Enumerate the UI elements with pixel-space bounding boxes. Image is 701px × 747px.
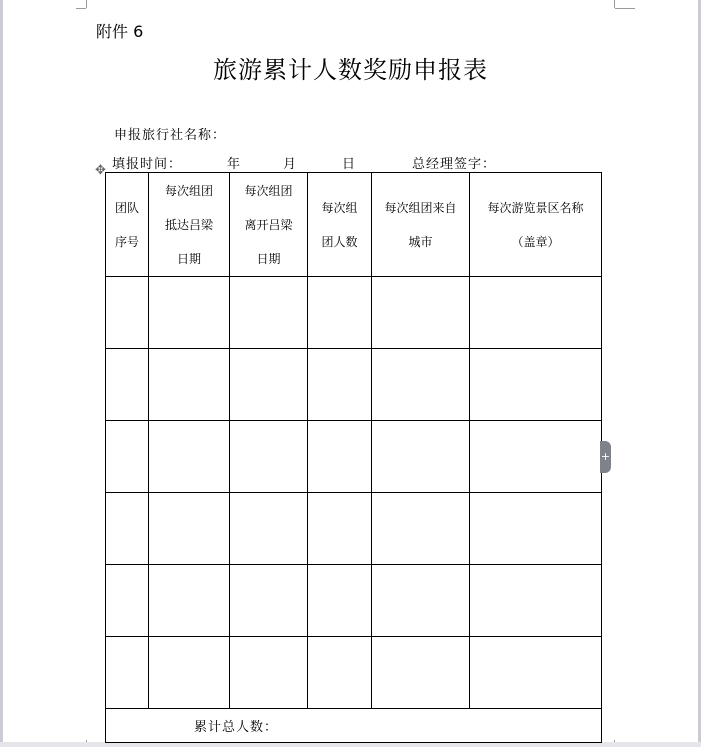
day-label: 日 <box>342 157 357 172</box>
table-cell[interactable] <box>230 565 308 637</box>
table-cell[interactable] <box>149 637 230 709</box>
corner-mark <box>86 0 87 8</box>
table-cell[interactable] <box>372 637 470 709</box>
month-label: 月 <box>283 157 298 172</box>
table-cell[interactable] <box>470 277 602 349</box>
header-group-size: 每次组 团人数 <box>308 173 372 277</box>
table-cell[interactable] <box>308 493 372 565</box>
table-cell[interactable] <box>149 565 230 637</box>
table-cell[interactable] <box>470 637 602 709</box>
header-departure-date: 每次组团 离开吕梁 日期 <box>230 173 308 277</box>
table-row <box>106 493 602 565</box>
table-cell[interactable] <box>106 565 149 637</box>
table-cell[interactable] <box>470 565 602 637</box>
table-row <box>106 421 602 493</box>
table-cell[interactable] <box>372 277 470 349</box>
agency-name-label: 申报旅行社名称： <box>114 128 227 143</box>
table-cell[interactable] <box>470 421 602 493</box>
table-cell[interactable] <box>149 493 230 565</box>
table-cell[interactable] <box>149 421 230 493</box>
table-cell[interactable] <box>149 349 230 421</box>
table-cell[interactable] <box>230 349 308 421</box>
header-scenic-spot: 每次游览景区名称 （盖章） <box>470 173 602 277</box>
header-team-number: 团队 序号 <box>106 173 149 277</box>
table-cell[interactable] <box>230 637 308 709</box>
table-row <box>106 565 602 637</box>
total-row <box>106 709 602 743</box>
corner-mark <box>614 0 615 8</box>
table-cell[interactable] <box>470 349 602 421</box>
page-title: 旅游累计人数奖励申报表 <box>213 56 488 84</box>
table-cell[interactable] <box>106 637 149 709</box>
table-header-row <box>106 173 602 277</box>
table-cell[interactable] <box>106 493 149 565</box>
attachment-label: 附件 6 <box>96 22 144 41</box>
table-cell[interactable] <box>230 493 308 565</box>
manager-signature-label: 总经理签字： <box>412 157 497 172</box>
table-cell[interactable] <box>308 637 372 709</box>
table-cell[interactable] <box>372 493 470 565</box>
header-origin-city: 每次组团来自 城市 <box>372 173 470 277</box>
table-cell[interactable] <box>106 421 149 493</box>
table-cell[interactable] <box>106 349 149 421</box>
table-cell[interactable] <box>230 277 308 349</box>
table-cell[interactable] <box>372 421 470 493</box>
table-cell[interactable] <box>308 277 372 349</box>
table-cell[interactable] <box>470 493 602 565</box>
report-table <box>105 172 602 743</box>
expand-tab-icon[interactable]: + <box>600 441 611 473</box>
page-left-margin <box>0 0 3 747</box>
table-row <box>106 637 602 709</box>
table-cell[interactable] <box>372 349 470 421</box>
corner-mark <box>76 8 86 9</box>
table-cell[interactable] <box>149 277 230 349</box>
table-cell[interactable] <box>308 349 372 421</box>
table-row <box>106 349 602 421</box>
table-row <box>106 277 602 349</box>
fill-date-label: 填报时间： <box>112 157 183 172</box>
table-cell[interactable] <box>106 277 149 349</box>
year-label: 年 <box>227 157 242 172</box>
table-cell[interactable] <box>308 565 372 637</box>
header-arrival-date: 每次组团 抵达吕梁 日期 <box>149 173 230 277</box>
total-count-label[interactable]: 累计总人数： <box>106 709 602 743</box>
table-cell[interactable] <box>372 565 470 637</box>
table-cell[interactable] <box>230 421 308 493</box>
corner-mark <box>615 8 635 9</box>
move-handle-icon[interactable]: ✥ <box>95 163 106 178</box>
table-cell[interactable] <box>308 421 372 493</box>
